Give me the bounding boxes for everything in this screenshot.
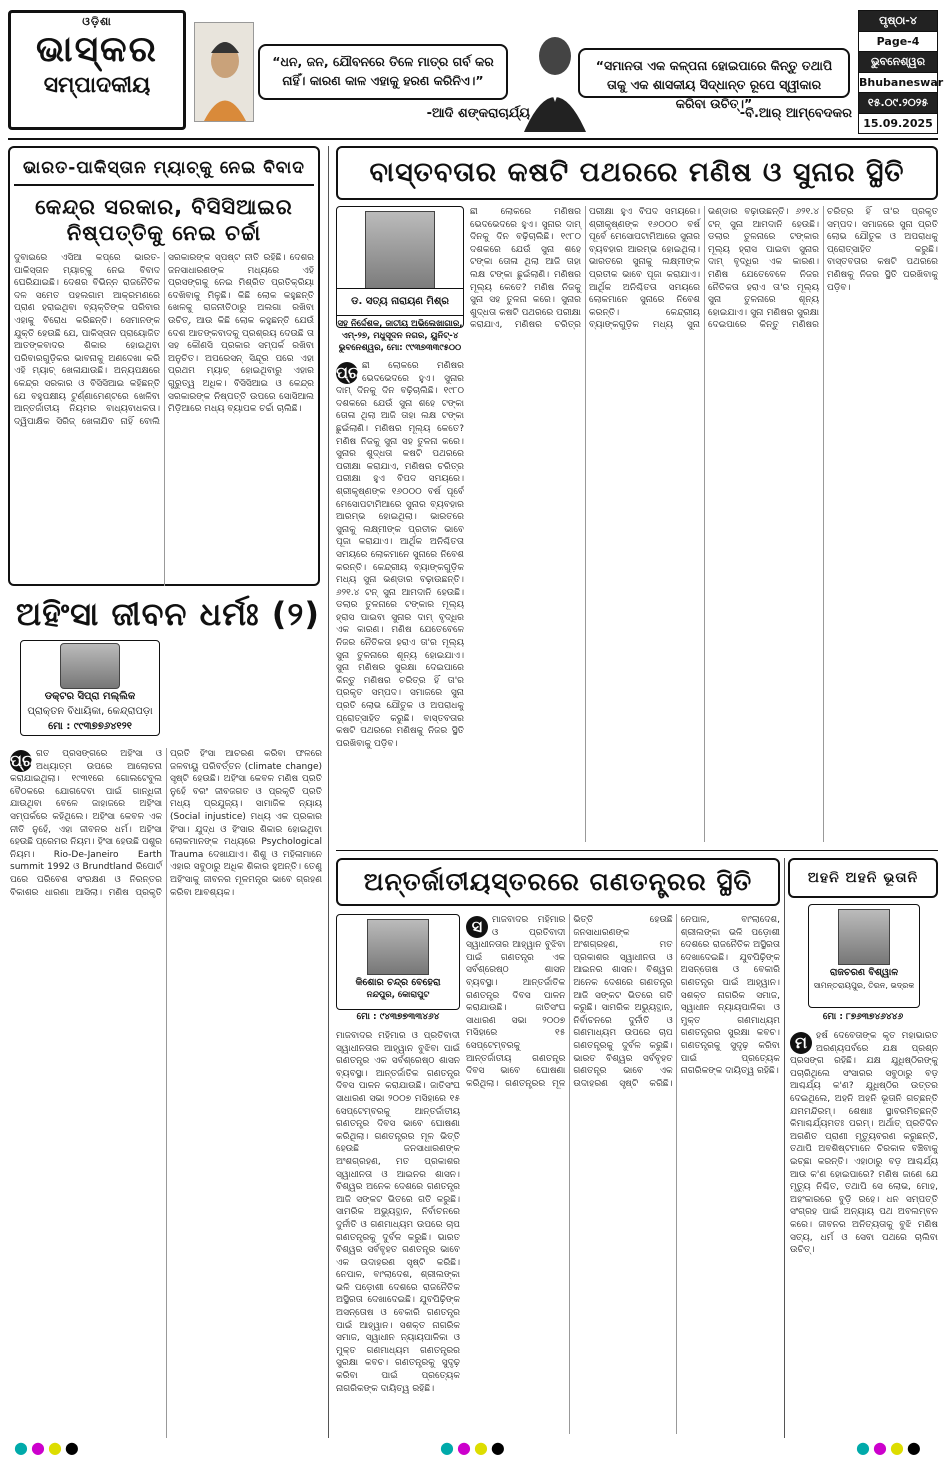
editorial-title: କେନ୍ଦ୍ର ସରକାର, ବିସିସିଆଇର ନିଷ୍ପତ୍ତିକୁ ନେଇ ଚର୍ଚ୍ଚା — [35, 195, 293, 245]
quote-box-1 — [258, 44, 508, 100]
ahimsa-author-role: ପ୍ରାକ୍ତନ ବିଧାୟିକା, କେନ୍ଦ୍ରାପଡ଼ା — [27, 706, 153, 717]
black-dot-icon: ● — [490, 1438, 508, 1457]
main-article-title: ବାସ୍ତବତାର କଷଟି ପଥରରେ ମଣିଷ ଓ ସୁନାର ସ୍ଥିତି — [336, 146, 938, 200]
logo-main-text: ଭାସ୍କର — [36, 28, 158, 70]
page-info-box — [858, 10, 944, 134]
editorial-kicker: ଭାରତ-ପାକିସ୍ତାନ ମ୍ୟାଚ୍‌କୁ ନେଇ ବିବାଦ — [14, 152, 314, 186]
page-number-en: Page-4 — [859, 32, 937, 52]
cyan-dot-icon: ● — [856, 1438, 873, 1457]
quote-1-author: -ଆଦି ଶଙ୍କରାଚାର୍ଯ୍ୟ — [426, 106, 530, 121]
registration-marks-center — [440, 1438, 508, 1457]
democracy-body-b: ମାଜବାଦର ମହିମାର ଓ ପ୍ରତିବାଦୀ ସ୍ୱାଧୀନତାର ଆହ୍ୱାନ ବୁଝିବା ପାଇଁ ଗଣତନ୍ତ୍ର ଏକ ସର୍ବଶ୍ରେଷ୍ଠ ଶାସନ ବ୍ୟବସ୍ଥା। ଆନ୍ତର୍ଜାତିକ ଗଣତନ୍ତ୍ର ଦିବସ ପାଳନ କରାଯାଉଛି। ଜାତିସଂଘ ସାଧାରଣ ସଭା ୨୦୦୭ ମସିହାରେ ୧୫ ସେପ୍ଟେମ୍ବରକୁ ଆନ୍ତର୍ଜାତୀୟ ଗଣତନ୍ତ୍ର ଦିବସ ଭାବେ ଘୋଷଣା କରିଥିଲା। ଗଣତନ୍ତ୍ରର ମୂଳ ଭିତ୍ତି ହେଉଛି ଜନସାଧାରଣଙ୍କ ଅଂଶଗ୍ରହଣ, ମତ ପ୍ରକାଶର ସ୍ୱାଧୀନତା ଓ ଆଇନର ଶାସନ। ବିଶ୍ୱର ଅନେକ ଦେଶରେ ଗଣତନ୍ତ୍ର ଆଜି ସଙ୍କଟ ଭିତରେ ଗତି କରୁଛି। ସାମରିକ ଅଭ୍ୟୁତ୍ଥାନ, ନିର୍ବାଚନରେ ଦୁର୍ନୀତି ଓ ଗଣମାଧ୍ୟମ ଉପରେ ଚାପ ଗଣତନ୍ତ୍ରକୁ ଦୁର୍ବଳ କରୁଛି। ଭାରତ ବିଶ୍ୱର ସର୍ବବୃହତ ଗଣତନ୍ତ୍ର ଭାବେ ଏକ ଉଦାହରଣ ସୃଷ୍ଟି କରିଛି। ନେପାଳ, ବାଂଲାଦେଶ, ଶ୍ରୀଲଙ୍କା ଭଳି ପଡ଼ୋଶୀ ଦେଶରେ ରାଜନୈତିକ ଅସ୍ଥିରତା ଦେଖାଦେଇଛି। ଯୁବପିଢ଼ିଙ୍କ ଅସନ୍ତୋଷ ଓ ବେକାରି ଗଣତନ୍ତ୍ର ପାଇଁ ଆହ୍ୱାନ। ସଶକ୍ତ ନାଗରିକ ସମାଜ, ସ୍ୱାଧୀନ ନ୍ୟାୟପାଳିକା ଓ ମୁକ୍ତ ଗଣମାଧ୍ୟମ ଗଣତନ୍ତ୍ରର ସୁରକ୍ଷା କବଚ। ଗଣତନ୍ତ୍ରକୁ ସୁଦୃଢ଼ କରିବା ପାଇଁ ପ୍ରତ୍ୟେକ ନାଗରିକଙ୍କ ଦାୟିତ୍ୱ ରହିଛି। — [336, 1031, 460, 1394]
democracy-author-phone: ମୋ : ୯୪୩୭୭୩୩୪୬୪ — [356, 1012, 440, 1022]
cyan-dot-icon: ● — [440, 1438, 457, 1457]
quote-1-text: “ଧନ, ଜନ, ଯୌବନରେ ତିଳେ ମାତ୍ର ଗର୍ବ କର ନାହିଁ। କାରଣ କାଳ ଏହାକୁ ହରଣ କରିନିଏ।” — [272, 54, 494, 88]
section-divider — [336, 850, 938, 851]
logo-top-text: ଓଡ଼ିଶା — [82, 15, 112, 28]
ahimsa-dropcap: ପ୍ର — [10, 751, 35, 770]
main-author-details — [336, 318, 464, 354]
ahimsa-author-photo — [60, 643, 120, 689]
editorial-box — [8, 146, 320, 586]
date-or: ୧୫.୦୯.୨୦୨୫ — [859, 93, 937, 114]
bhutani-dropcap: ମ — [790, 1032, 812, 1054]
ahimsa-title: ଅହିଂସା ଜୀବନ ଧର୍ମଃ (୨) — [16, 595, 320, 633]
ahimsa-intro — [170, 640, 322, 740]
bhutani-author-name: ରାଜଚରଣ ବିଶ୍ୱାଳ — [829, 967, 899, 978]
democracy-author-card — [336, 914, 460, 1010]
masthead-divider — [8, 138, 938, 140]
main-author-name: ଡ. ସତ୍ୟ ନାରାୟଣ ମିଶ୍ର — [336, 288, 464, 316]
date-en: 15.09.2025 — [863, 117, 933, 130]
democracy-lead — [336, 1030, 460, 1434]
bhutani-author-city: ସାମନ୍ତରାୟପୁର, ତିରନ, ଭଦ୍ରକ — [813, 981, 915, 990]
magenta-dot-icon: ● — [456, 1438, 474, 1457]
democracy-body-wrap — [466, 914, 780, 1434]
bhutani-body-wrap — [790, 1030, 938, 1434]
black-dot-icon: ● — [906, 1438, 924, 1457]
bhutani-body: ହର୍ଷ ଦେବେତାଙ୍କ କୃତ ମହାଭାରତ ଅରଣ୍ୟପର୍ବରେ ଯକ୍ଷ ପ୍ରଶ୍ନ ପ୍ରସଙ୍ଗ ରହିଛି। ଯକ୍ଷ ଯୁଧିଷ୍ଠିରଙ୍କୁ ପଚାରିଥିଲେ ସଂସାରର ସବୁଠାରୁ ବଡ଼ ଆଶ୍ଚର୍ଯ୍ୟ କ'ଣ? ଯୁଧିଷ୍ଠିର ଉତ୍ତର ଦେଇଥିଲେ, ଅହନି ଅହନି ଭୂତାନି ଗଚ୍ଛନ୍ତି ଯମମନ୍ଦିରମ୍। ଶେଷାଃ ସ୍ଥାବରମିଚ୍ଛନ୍ତି କିମାଶ୍ଚର୍ଯ୍ୟମତଃ ପରମ୍। ଅର୍ଥାତ୍ ପ୍ରତିଦିନ ଅଗଣିତ ପ୍ରାଣୀ ମୃତ୍ୟୁବରଣ କରୁଛନ୍ତି, ତଥାପି ଅବଶିଷ୍ଟମାନେ ଚିରକାଳ ବଞ୍ଚିବାକୁ ଇଚ୍ଛା କରନ୍ତି। ଏହାଠାରୁ ବଡ଼ ଆଶ୍ଚର୍ଯ୍ୟ ଆଉ କ'ଣ ହୋଇପାରେ? ମଣିଷ ଜାଣେ ଯେ ମୃତ୍ୟୁ ନିଶ୍ଚିତ, ତଥାପି ସେ ଲୋଭ, ମୋହ, ଅହଂକାରରେ ବୁଡ଼ି ରହେ। ଧନ ସମ୍ପତ୍ତି ସଂଗ୍ରହ ପାଇଁ ଅନ୍ୟାୟ ପଥ ଅବଲମ୍ବନ କରେ। ଜୀବନର ଅନିତ୍ୟତାକୁ ବୁଝି ମଣିଷ ସତ୍ୟ, ଧର୍ମ ଓ ସେବା ପଥରେ ଚାଲିବା ଉଚିତ୍। — [790, 1031, 938, 1256]
column-divider-left — [328, 146, 329, 1438]
city-or: ଭୁବନେଶ୍ୱର — [859, 52, 937, 73]
logo-sub-text: ସମ୍ପାଦକୀୟ — [43, 73, 151, 98]
editorial-body: ଦୁବାଇରେ ଏସିଆ କପ୍‌ରେ ଭାରତ-ପାକିସ୍ତାନ ମ୍ୟାଚ୍‌କୁ ନେଇ ବିବାଦ ଘେରିଯାଇଛି। ଦେଶର ବିଭିନ୍ନ ରାଜନୈତିକ ଦଳ ସମେତ ପହଲଗାମ ଆକ୍ରମଣରେ ପ୍ରାଣ ହରାଇଥିବା ବ୍ୟକ୍ତିଙ୍କ ପରିବାର ଏହାକୁ ବିରୋଧ କରିଛନ୍ତି। ସେମାନଙ୍କ ଯୁକ୍ତି ହେଉଛି ଯେ, ପାକିସ୍ତାନ ପ୍ରାୟୋଜିତ ଆତଙ୍କବାଦର ଶିକାର ହୋଇଥିବା ପରିବାରଗୁଡ଼ିକର ଭାବନାକୁ ଅଣଦେଖା କରି ଏହି ମ୍ୟାଚ୍ ଖେଳାଯାଉଛି। ଅନ୍ୟପକ୍ଷରେ କେନ୍ଦ୍ର ସରକାର ଓ ବିସିସିଆଇ କହିଛନ୍ତି ଯେ ବହୁପକ୍ଷୀୟ ଟୁର୍ଣ୍ଣାମେଣ୍ଟରେ ଖେଳିବା ଆନ୍ତର୍ଜାତୀୟ ନିୟମର ବାଧ୍ୟବାଧକତା। ଦ୍ୱିପାକ୍ଷିକ ସିରିଜ୍ ଖେଳାଯିବ ନାହିଁ ବୋଲି ସରକାରଙ୍କ ସ୍ପଷ୍ଟ ନୀତି ରହିଛି। ଦେଶର ଜନସାଧାରଣଙ୍କ ମଧ୍ୟରେ ଏହି ପ୍ରସଙ୍ଗକୁ ନେଇ ମିଶ୍ରିତ ପ୍ରତିକ୍ରିୟା ଦେଖିବାକୁ ମିଳୁଛି। କିଛି ଲୋକ କହୁଛନ୍ତି ଖେଳକୁ ରାଜନୀତିଠାରୁ ଅଲଗା ରଖିବା ଉଚିତ୍, ଆଉ କିଛି ଲୋକ କହୁଛନ୍ତି ଯେଉଁ ଦେଶ ଆତଙ୍କବାଦକୁ ପ୍ରଶ୍ରୟ ଦେଉଛି ତା ସହ କୌଣସି ପ୍ରକାର ସମ୍ପର୍କ ରଖିବା ଅନୁଚିତ। ଅପରେସନ୍ ସିନ୍ଦୂର ପରେ ଏହା ପ୍ରଥମ ମ୍ୟାଚ୍ ହୋଇଥିବାରୁ ଏହାର ଗୁରୁତ୍ୱ ଅଧିକ। ବିସିସିଆଇ ଓ କେନ୍ଦ୍ର ସରକାରଙ୍କ ନିଷ୍ପତ୍ତି ଉପରେ ସୋସିଆଲ ମିଡ଼ିଆରେ ମଧ୍ୟ ବ୍ୟାପକ ଚର୍ଚ୍ଚା ଚାଲିଛି। — [14, 253, 314, 427]
main-dropcap: ପ୍ର — [336, 363, 361, 382]
bhutani-author-photo — [838, 909, 890, 965]
column-divider-right — [784, 858, 785, 1438]
cyan-dot-icon: ● — [14, 1438, 31, 1457]
democracy-author-city: ନନ୍ଦପୁର, କୋରାପୁଟ — [366, 990, 430, 1000]
ahimsa-author-card — [20, 640, 160, 736]
quote-box-2 — [578, 48, 850, 111]
ahimsa-body: ଗତ ପ୍ରସଙ୍ଗରେ ଅହିଂସା ଓ ଅଧ୍ୟାତ୍ମ ଉପରେ ଆଲୋଚନା କରାଯାଇଥିଲା। ୧୯୩୧ରେ ଗୋଲଟେବୁଲ ବୈଠକରେ ଯୋଗଦେବା ପାଇଁ ଗାନ୍ଧିଜୀ ଯାଉଥିବା ବେଳେ ଜାହାଜରେ ଅହିଂସା ସମ୍ପର୍କରେ କହିଥିଲେ। ଅହିଂସା କେବଳ ଏକ ନୀତି ନୁହେଁ, ଏହା ଜୀବନର ଧର୍ମ। ଅହିଂସା ହେଉଛି ପ୍ରେମର ନିୟମ। ହିଂସା ହେଉଛି ପଶୁର ନିୟମ। Rio-De-Janeiro Earth summit 1992 ଓ Brundtland ରିପୋର୍ଟ ପରେ ପରିବେଶ ସଂରକ୍ଷଣ ଓ ନିରନ୍ତର ବିକାଶର ଧାରଣା ଆସିଲା। ମଣିଷ ପ୍ରକୃତି ପ୍ରତି ହିଂସା ଆଚରଣ କରିବା ଫଳରେ ଜଳବାୟୁ ପରିବର୍ତ୍ତନ (climate change) ସୃଷ୍ଟି ହେଉଛି। ଅହିଂସା କେବଳ ମଣିଷ ପ୍ରତି ନୁହେଁ ବରଂ ଜୀବଜଗତ ଓ ପ୍ରକୃତି ପ୍ରତି ମଧ୍ୟ ପ୍ରଯୁଜ୍ୟ। ସାମାଜିକ ନ୍ୟାୟ (Social injustice) ମଧ୍ୟ ଏକ ପ୍ରକାର ହିଂସା। ଯୁଦ୍ଧ ଓ ହିଂସାର ଶିକାର ହୋଇଥିବା ଲୋକମାନଙ୍କ ମଧ୍ୟରେ Psychological Trauma ଦେଖାଯାଏ। ଶିଶୁ ଓ ମହିଳାମାନେ ଏହାର ସବୁଠାରୁ ଅଧିକ ଶିକାର ହୁଅନ୍ତି। ତେଣୁ ଅହିଂସାକୁ ଜୀବନର ମୂଳମନ୍ତ୍ର ଭାବେ ଗ୍ରହଣ କରିବା ଆବଶ୍ୟକ। — [10, 749, 322, 898]
ahimsa-body-wrap — [10, 748, 322, 1438]
city-en: Bhubaneswar — [859, 73, 937, 93]
ahimsa-author-phone: ମୋ : ୯୯୩୭୭୬୪୧୨୧ — [48, 721, 132, 732]
bhutani-author-card — [808, 904, 920, 1008]
main-article-lead — [336, 360, 464, 842]
quote-2-text: “ସମାନତା ଏକ କଳ୍ପନା ହୋଇପାରେ କିନ୍ତୁ ତଥାପି ତାକୁ ଏକ ଶାସକୀୟ ସିଦ୍ଧାନ୍ତ ରୂପେ ସ୍ୱୀକାର କରିବା ଉଚିତ୍।” — [595, 58, 833, 111]
magenta-dot-icon: ● — [872, 1438, 890, 1457]
main-author-role: ସହ ନିର୍ଦ୍ଦେଶକ, ଜାତୀୟ ଅଭିଲେଖାଗାର, — [337, 319, 463, 329]
democracy-body-a: ମାଜବାଦର ମହିମାର ଓ ପ୍ରତିବାଦୀ ସ୍ୱାଧୀନତାର ଆହ୍ୱାନ ବୁଝିବା ପାଇଁ ଗଣତନ୍ତ୍ର ଏକ ସର୍ବଶ୍ରେଷ୍ଠ ଶାସନ ବ୍ୟବସ୍ଥା। ଆନ୍ତର୍ଜାତିକ ଗଣତନ୍ତ୍ର ଦିବସ ପାଳନ କରାଯାଉଛି। ଜାତିସଂଘ ସାଧାରଣ ସଭା ୨୦୦୭ ମସିହାରେ ୧୫ ସେପ୍ଟେମ୍ବରକୁ ଆନ୍ତର୍ଜାତୀୟ ଗଣତନ୍ତ୍ର ଦିବସ ଭାବେ ଘୋଷଣା କରିଥିଲା। ଗଣତନ୍ତ୍ରର ମୂଳ ଭିତ୍ତି ହେଉଛି ଜନସାଧାରଣଙ୍କ ଅଂଶଗ୍ରହଣ, ମତ ପ୍ରକାଶର ସ୍ୱାଧୀନତା ଓ ଆଇନର ଶାସନ। ବିଶ୍ୱର ଅନେକ ଦେଶରେ ଗଣତନ୍ତ୍ର ଆଜି ସଙ୍କଟ ଭିତରେ ଗତି କରୁଛି। ସାମରିକ ଅଭ୍ୟୁତ୍ଥାନ, ନିର୍ବାଚନରେ ଦୁର୍ନୀତି ଓ ଗଣମାଧ୍ୟମ ଉପରେ ଚାପ ଗଣତନ୍ତ୍ରକୁ ଦୁର୍ବଳ କରୁଛି। ଭାରତ ବିଶ୍ୱର ସର୍ବବୃହତ ଗଣତନ୍ତ୍ର ଭାବେ ଏକ ଉଦାହରଣ ସୃଷ୍ଟି କରିଛି। ନେପାଳ, ବାଂଲାଦେଶ, ଶ୍ରୀଲଙ୍କା ଭଳି ପଡ଼ୋଶୀ ଦେଶରେ ରାଜନୈତିକ ଅସ୍ଥିରତା ଦେଖାଦେଇଛି। ଯୁବପିଢ଼ିଙ୍କ ଅସନ୍ତୋଷ ଓ ବେକାରି ଗଣତନ୍ତ୍ର ପାଇଁ ଆହ୍ୱାନ। ସଶକ୍ତ ନାଗରିକ ସମାଜ, ସ୍ୱାଧୀନ ନ୍ୟାୟପାଳିକା ଓ ମୁକ୍ତ ଗଣମାଧ୍ୟମ ଗଣତନ୍ତ୍ରର ସୁରକ୍ଷା କବଚ। ଗଣତନ୍ତ୍ରକୁ ସୁଦୃଢ଼ କରିବା ପାଇଁ ପ୍ରତ୍ୟେକ ନାଗରିକଙ୍କ ଦାୟିତ୍ୱ ରହିଛି। — [466, 915, 780, 1089]
page-number-or: ପୃଷ୍ଠା-୪ — [859, 11, 937, 32]
ahimsa-author-name: ଡକ୍ଟର ସିପ୍ରା ମଲ୍ଲିକ — [44, 691, 136, 702]
bhutani-title: ଅହନି ଅହନି ଭୂତାନି — [788, 858, 938, 898]
magenta-dot-icon: ● — [30, 1438, 48, 1457]
registration-marks-left — [14, 1438, 82, 1457]
main-article-body-wrap — [470, 206, 938, 842]
yellow-dot-icon: ● — [473, 1438, 491, 1457]
democracy-author-photo — [367, 919, 429, 975]
portrait-illustration-icon — [195, 23, 254, 122]
yellow-dot-icon: ● — [889, 1438, 907, 1457]
main-author-address: ଏମ୍-୨୭, ମଧୁସୂଦନ ନଗର, ୟୁନିଟ୍-୪ — [341, 331, 459, 341]
democracy-dropcap: ସ — [466, 916, 488, 938]
yellow-dot-icon: ● — [47, 1438, 65, 1457]
masthead-logo — [8, 10, 186, 130]
main-author-city-phone: ଭୁବନେଶ୍ୱର, ମୋ: ୯୯୩୭୩୩୯୫୦୦ — [338, 343, 462, 353]
registration-marks-right — [856, 1438, 924, 1457]
black-dot-icon: ● — [64, 1438, 82, 1457]
democracy-author-name: କିଶୋର ଚନ୍ଦ୍ର ବେହେରା — [355, 977, 441, 988]
bhutani-author-phone: ମୋ : ୮୭୬୩୭୪୬୪୪୬ — [822, 1012, 904, 1022]
democracy-title: ଅନ୍ତର୍ଜାତୀୟସ୍ତରରେ ଗଣତନ୍ତ୍ରର ସ୍ଥିତି — [336, 858, 780, 906]
quote-2-author: -ବି.ଆର୍ ଆମ୍ବେଦକର — [739, 106, 852, 121]
shankaracharya-portrait — [194, 22, 254, 122]
main-article-body-b: ଛୀ ଲୋକରେ ମଣିଷର ଭେଦଭେଦରେ ହୁଏ। ସୁନାର ଦାମ୍ ଦିନକୁ ଦିନ ବଢ଼ିଚାଲିଛି। ୧୯୮୦ ଦଶକରେ ଯେଉଁ ସୁନା ଶହେ ଟଙ୍କା ତୋଳା ଥିଲା ଆଜି ତାହା ଲକ୍ଷ ଟଙ୍କା ଛୁଇଁଲାଣି। ମଣିଷର ମୂଲ୍ୟ କେତେ? ମଣିଷ ନିଜକୁ ସୁନା ସହ ତୁଳନା କରେ। ସୁନାର ଶୁଦ୍ଧତା କଷଟି ପଥରରେ ପରୀକ୍ଷା କରାଯାଏ, ମଣିଷର ଚରିତ୍ର ପରୀକ୍ଷା ହୁଏ ବିପଦ ସମୟରେ। ଶ୍ରୀକୃଷ୍ଣଙ୍କ ୧୬୦୦୦ ବର୍ଷ ପୂର୍ବେ ମେସୋପଟାମିଆରେ ସୁନାର ବ୍ୟବହାର ଆରମ୍ଭ ହୋଇଥିଲା। ଭାରତରେ ସୁନାକୁ ଲକ୍ଷ୍ମୀଙ୍କ ପ୍ରତୀକ ଭାବେ ପୂଜା କରାଯାଏ। ଆର୍ଥିକ ଅନିଶ୍ଚିତତା ସମୟରେ ଲୋକମାନେ ସୁନାରେ ନିବେଶ କରନ୍ତି। କେନ୍ଦ୍ରୀୟ ବ୍ୟାଙ୍କଗୁଡ଼ିକ ମଧ୍ୟ ସୁନା ଭଣ୍ଡାର ବଢ଼ାଉଛନ୍ତି। ୬୨୧.୪ ଟନ୍ ସୁନା ଆମଦାନି ହେଉଛି। ଡଲାର ତୁଳନାରେ ଟଙ୍କାର ମୂଲ୍ୟ ହ୍ରାସ ପାଇବା ସୁନାର ଦାମ୍ ବୃଦ୍ଧିର ଏକ କାରଣ। ମଣିଷ ଯେତେବେଳେ ନିଜର ନୈତିକତା ହରାଏ ତା'ର ମୂଲ୍ୟ ସୁନା ତୁଳନାରେ ଶୂନ୍ୟ ହୋଇଯାଏ। ସୁନା ମଣିଷର ସୁରକ୍ଷା ଦେଇପାରେ କିନ୍ତୁ ମଣିଷର ଚରିତ୍ର ହିଁ ତା'ର ପ୍ରକୃତ ସମ୍ପଦ। ସମାଜରେ ସୁନା ପ୍ରତି ଲୋଭ ଯୌତୁକ ଓ ଅପରାଧକୁ ପ୍ରୋତ୍ସାହିତ କରୁଛି। ବାସ୍ତବତାର କଷଟି ପଥରରେ ମଣିଷକୁ ନିଜର ସ୍ଥିତି ପରଖିବାକୁ ପଡ଼ିବ। — [336, 361, 464, 749]
main-article-body-a: ଛୀ ଲୋକରେ ମଣିଷର ଭେଦଭେଦରେ ହୁଏ। ସୁନାର ଦାମ୍ ଦିନକୁ ଦିନ ବଢ଼ିଚାଲିଛି। ୧୯୮୦ ଦଶକରେ ଯେଉଁ ସୁନା ଶହେ ଟଙ୍କା ତୋଳା ଥିଲା ଆଜି ତାହା ଲକ୍ଷ ଟଙ୍କା ଛୁଇଁଲାଣି। ମଣିଷର ମୂଲ୍ୟ କେତେ? ମଣିଷ ନିଜକୁ ସୁନା ସହ ତୁଳନା କରେ। ସୁନାର ଶୁଦ୍ଧତା କଷଟି ପଥରରେ ପରୀକ୍ଷା କରାଯାଏ, ମଣିଷର ଚରିତ୍ର ପରୀକ୍ଷା ହୁଏ ବିପଦ ସମୟରେ। ଶ୍ରୀକୃଷ୍ଣଙ୍କ ୧୬୦୦୦ ବର୍ଷ ପୂର୍ବେ ମେସୋପଟାମିଆରେ ସୁନାର ବ୍ୟବହାର ଆରମ୍ଭ ହୋଇଥିଲା। ଭାରତରେ ସୁନାକୁ ଲକ୍ଷ୍ମୀଙ୍କ ପ୍ରତୀକ ଭାବେ ପୂଜା କରାଯାଏ। ଆର୍ଥିକ ଅନିଶ୍ଚିତତା ସମୟରେ ଲୋକମାନେ ସୁନାରେ ନିବେଶ କରନ୍ତି। କେନ୍ଦ୍ରୀୟ ବ୍ୟାଙ୍କଗୁଡ଼ିକ ମଧ୍ୟ ସୁନା ଭଣ୍ଡାର ବଢ଼ାଉଛନ୍ତି। ୬୨୧.୪ ଟନ୍ ସୁନା ଆମଦାନି ହେଉଛି। ଡଲାର ତୁଳନାରେ ଟଙ୍କାର ମୂଲ୍ୟ ହ୍ରାସ ପାଇବା ସୁନାର ଦାମ୍ ବୃଦ୍ଧିର ଏକ କାରଣ। ମଣିଷ ଯେତେବେଳେ ନିଜର ନୈତିକତା ହରାଏ ତା'ର ମୂଲ୍ୟ ସୁନା ତୁଳନାରେ ଶୂନ୍ୟ ହୋଇଯାଏ। ସୁନା ମଣିଷର ସୁରକ୍ଷା ଦେଇପାରେ କିନ୍ତୁ ମଣିଷର ଚରିତ୍ର ହିଁ ତା'ର ପ୍ରକୃତ ସମ୍ପଦ। ସମାଜରେ ସୁନା ପ୍ରତି ଲୋଭ ଯୌତୁକ ଓ ଅପରାଧକୁ ପ୍ରୋତ୍ସାହିତ କରୁଛି। ବାସ୍ତବତାର କଷଟି ପଥରରେ ମଣିଷକୁ ନିଜର ସ୍ଥିତି ପରଖିବାକୁ ପଡ଼ିବ। — [470, 207, 938, 331]
main-author-photo — [365, 211, 435, 295]
